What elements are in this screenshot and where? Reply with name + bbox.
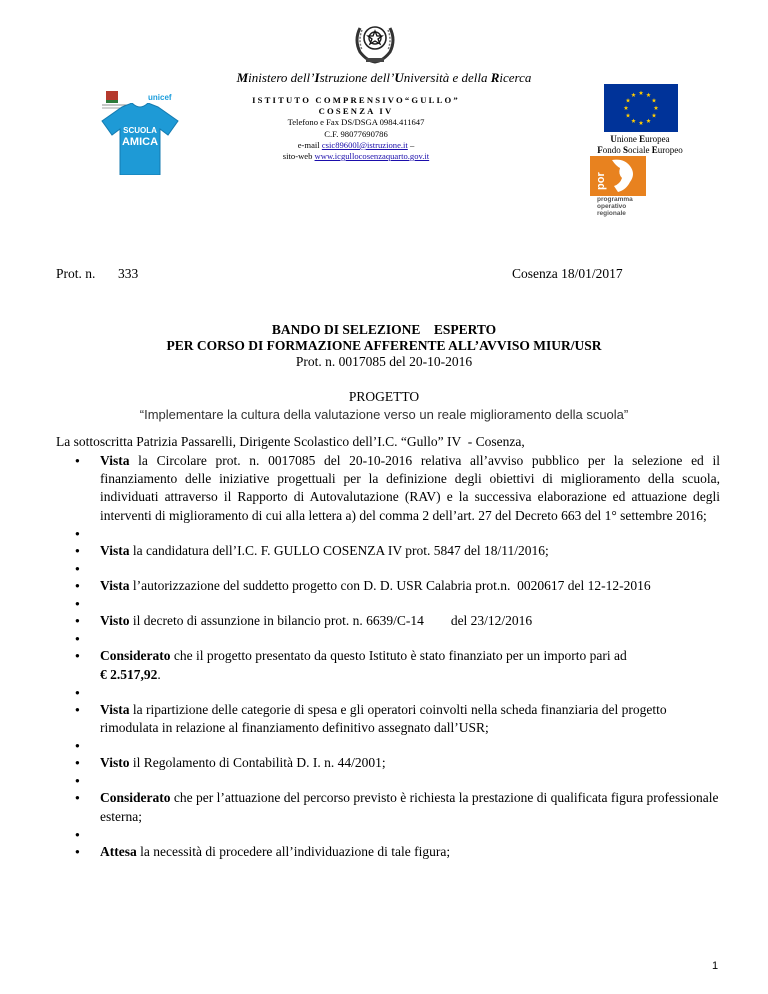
intro-paragraph: La sottoscritta Patrizia Passarelli, Dirigente Scolastico dell’I.C. “Gullo” IV - Cosenza,	[56, 434, 525, 449]
shirt-text-line1: SCUOLA	[123, 126, 157, 135]
unicef-logo: unicef	[148, 93, 172, 102]
por-label: por	[595, 172, 607, 190]
institute-phone: Telefono e Fax DS/DSGA 0984.411647	[287, 117, 425, 128]
list-item: ● Vista la ripartizione delle categorie di spesa e gli operatori coinvolti nella scheda finanziaria del progetto rimodulata in relazione al finanziamento definitivo assegnato dall’USR;	[56, 701, 720, 737]
por-caption: programma operativo regionale	[597, 196, 633, 217]
list-item: ● Vista l’autorizzazione del suddetto progetto con D. D. USR Calabria prot.n. 0020617 del 12-12-2016	[56, 577, 720, 595]
list-item: ● Considerato che per l’attuazione del percorso previsto è richiesta la prestazione di qualificata figura professionale esterna;	[56, 789, 720, 825]
list-item: ● Attesa la necessità di procedere all’individuazione di tale figura;	[56, 843, 720, 861]
project-label: PROGETTO	[348, 389, 420, 404]
page-number: 1	[712, 960, 719, 972]
eu-fund-label: Unione Europea Fondo Sociale Europeo	[597, 134, 683, 155]
title-line2: PER CORSO DI FORMAZIONE AFFERENTE ALL’AVVISO MIUR/USR	[166, 338, 602, 353]
list-item: ● Vista la Circolare prot. n. 0017085 del 20-10-2016 relativa all’avviso pubblico per la selezione ed il finanziamento delle iniziative progettuali per la definizione degli obiettivi di miglioramento della scuola, individuati attraverso il Rapporto di Autovalutazione (RAV) e la successiva elaborazione ed attuazione degli interventi di miglioramento di cui alla lettera a) del comma 2 dell’art. 27 del Decreto 663 del 1° settembre 2016;	[56, 452, 720, 525]
institute-info	[196, 95, 516, 162]
email-link[interactable]: csic89600l@istruzione.it	[321, 139, 408, 150]
prot-number: 333	[118, 266, 139, 281]
list-item: ● Vista la candidatura dell’I.C. F. GULLO COSENZA IV prot. 5847 del 18/11/2016;	[56, 542, 720, 560]
institute-name: ISTITUTO COMPRENSIVO“GULLO”	[252, 95, 460, 105]
website-link[interactable]: www.icgullocosenzaquarto.gov.it	[314, 151, 430, 162]
institute-cf: C.F. 98077690786	[324, 128, 388, 139]
institute-city: COSENZA IV	[318, 106, 394, 117]
list-item: ● Considerato che il progetto presentato da questo Istituto è stato finanziato per un importo pari ad € 2.517,92.	[56, 647, 720, 683]
place-date: Cosenza 18/01/2017	[512, 266, 623, 281]
project-heading	[0, 388, 768, 424]
por-logo-icon	[590, 156, 646, 196]
title-line1: BANDO DI SELEZIONE ESPERTO	[271, 322, 497, 337]
list-item: ● Visto il decreto di assunzione in bilancio prot. n. 6639/C-14 del 23/12/2016	[56, 612, 720, 630]
prot-label: Prot. n.	[56, 266, 96, 281]
project-title: “Implementare la cultura della valutazione verso un reale miglioramento della scuola”	[139, 407, 629, 422]
shirt-text-line2: AMICA	[121, 136, 159, 148]
eu-flag-icon	[604, 84, 678, 132]
premises-list	[56, 452, 720, 861]
list-item: ● Visto il Regolamento di Contabilità D. I. n. 44/2001;	[56, 754, 720, 772]
ministry-name: Ministero dell’Istruzione dell’Università e della Ricerca	[236, 70, 532, 85]
amount-value: € 2.517,92	[100, 666, 158, 682]
institute-site-line: sito-web www.icgullocosenzaquarto.gov.it	[282, 151, 430, 162]
title-line3: Prot. n. 0017085 del 20-10-2016	[295, 354, 473, 369]
document-title	[0, 322, 768, 370]
institute-email-line: e-mail csic89600l@istruzione.it –	[297, 139, 415, 150]
scuola-amica-shirt-icon	[100, 103, 180, 175]
italian-republic-emblem-icon	[352, 14, 398, 64]
